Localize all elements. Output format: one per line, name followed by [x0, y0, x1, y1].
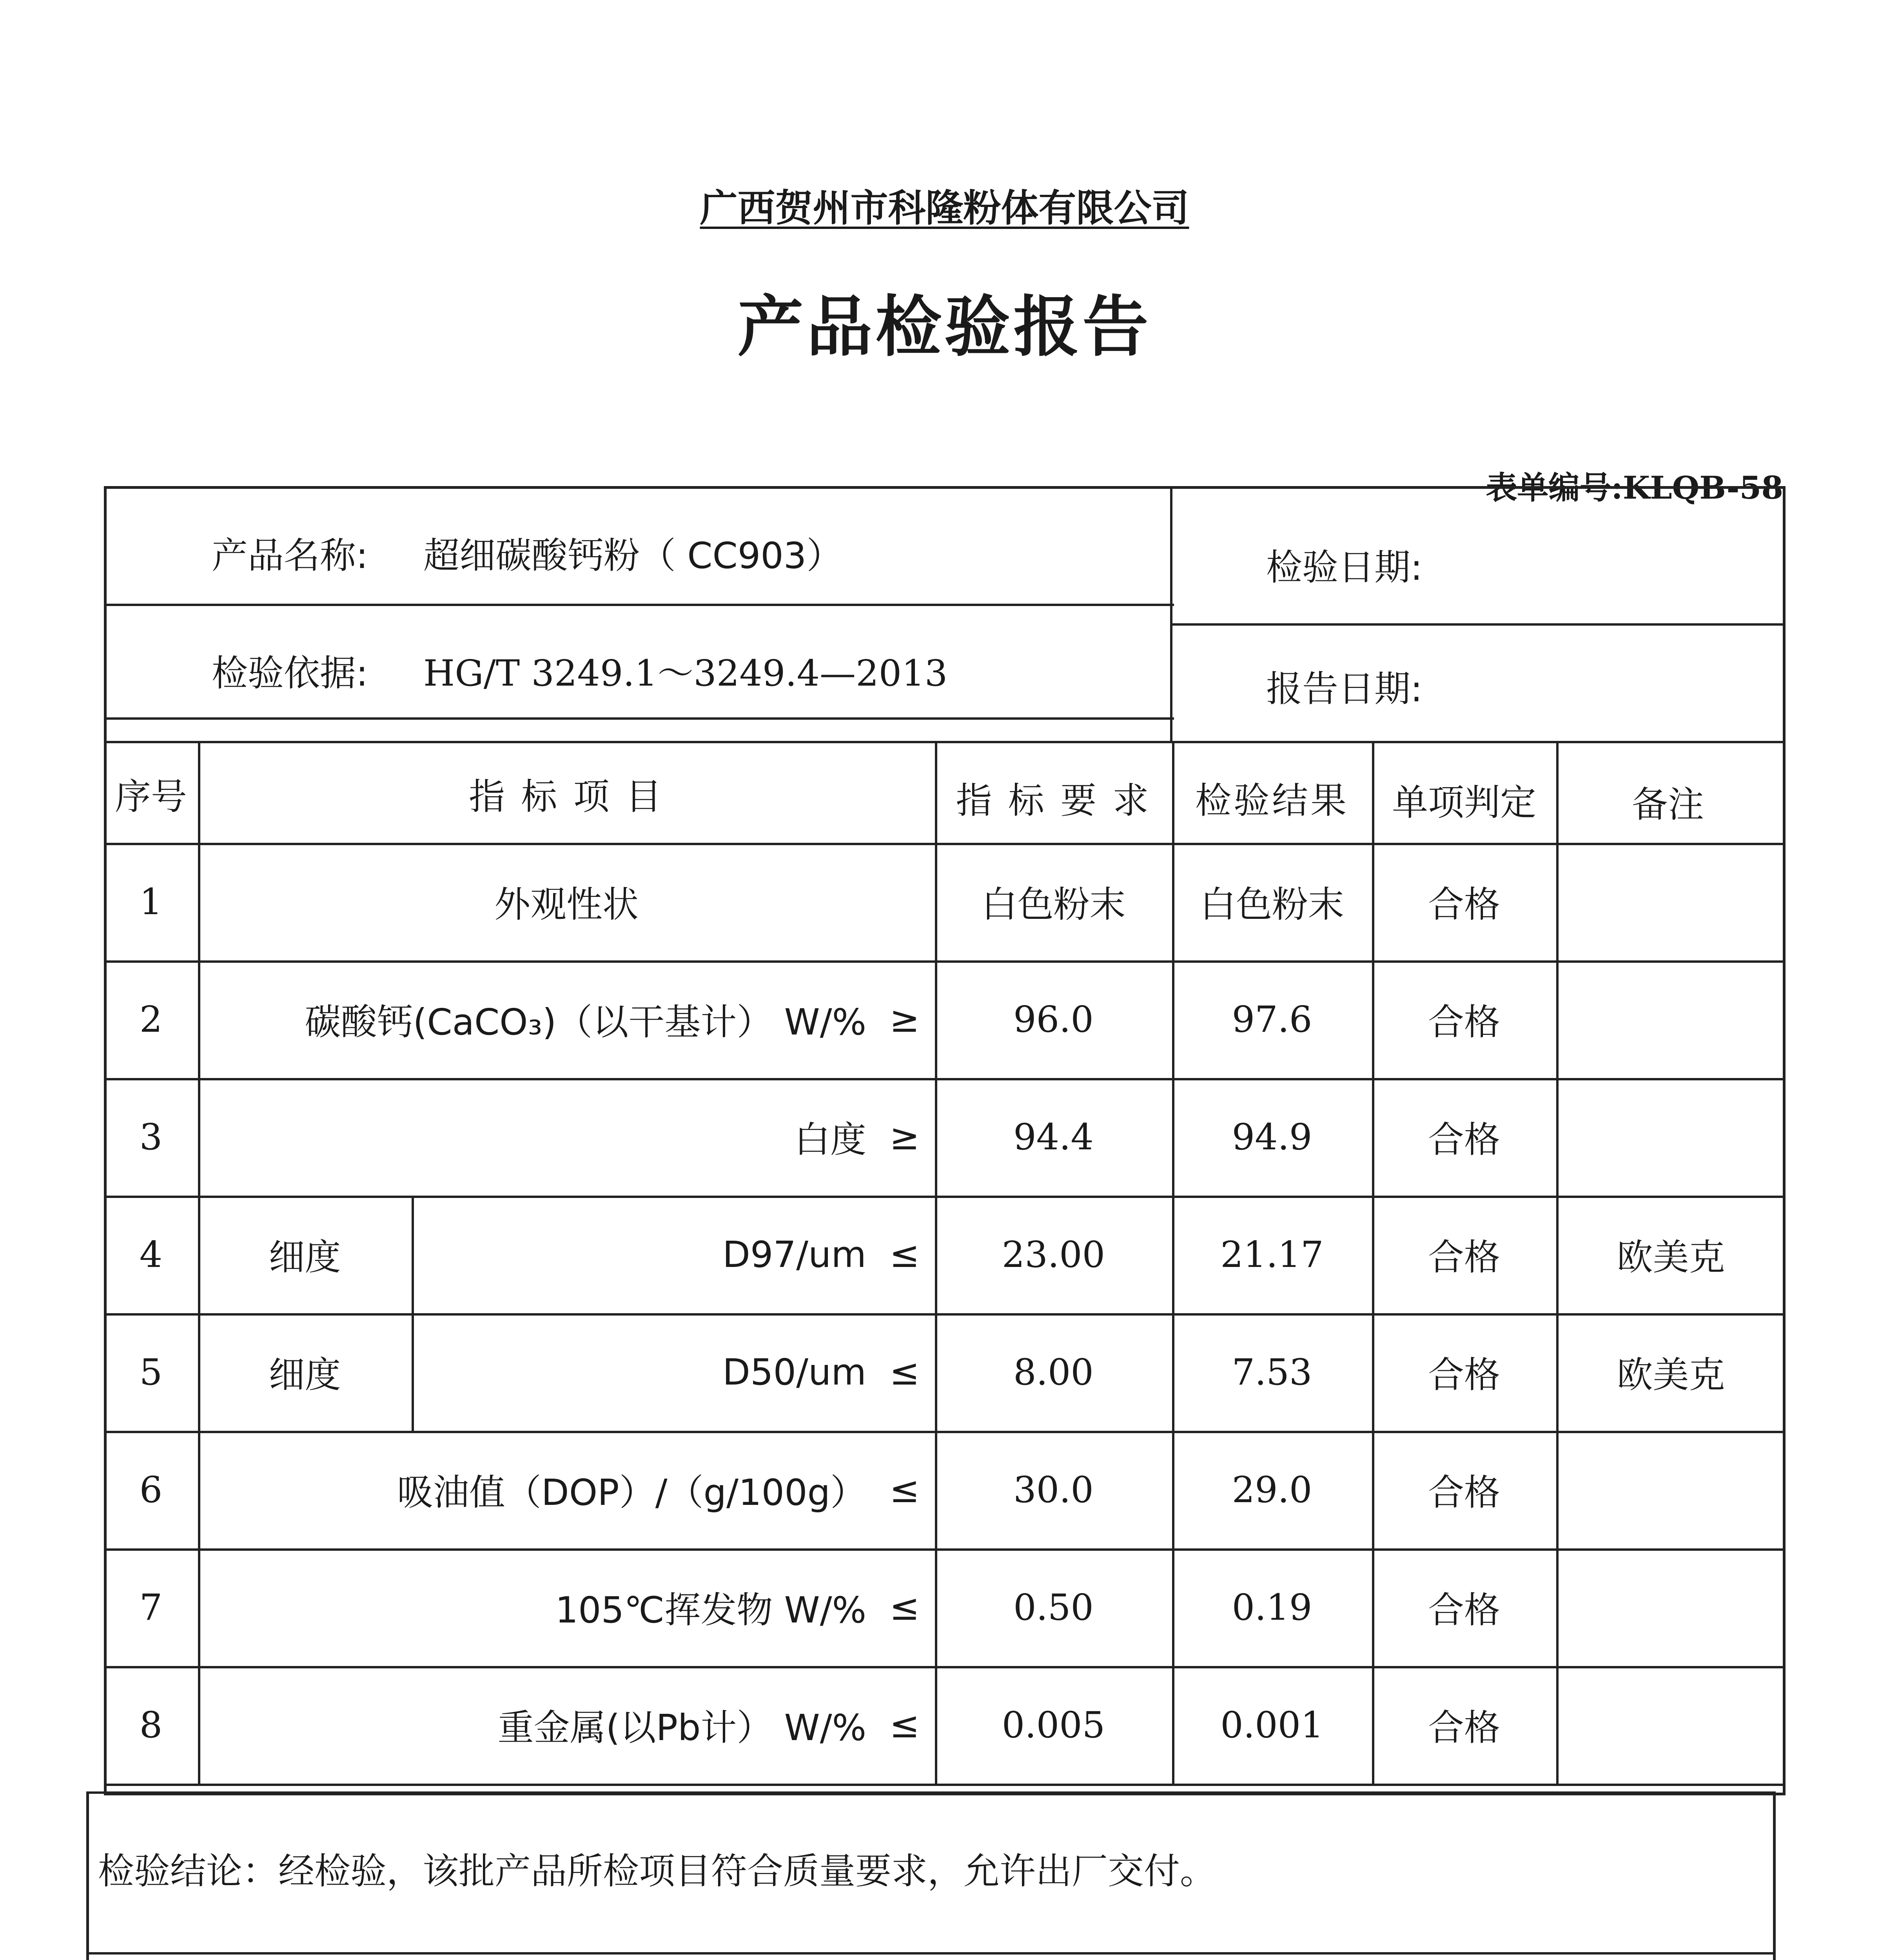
row-group: 细度 — [269, 1354, 341, 1396]
row-seq: 6 — [139, 1468, 163, 1511]
row-requirement: 0.50 — [1013, 1586, 1094, 1628]
divider — [1170, 486, 1172, 741]
row-operator: ≤ — [889, 1468, 920, 1511]
row-note — [1556, 1548, 1786, 1666]
row-seq: 7 — [139, 1586, 163, 1628]
row-judgement: 合格 — [1428, 1001, 1500, 1043]
row-judgement: 合格 — [1428, 1236, 1500, 1278]
row-judgement: 合格 — [1428, 1472, 1500, 1514]
row-result: 94.9 — [1232, 1116, 1312, 1158]
row-operator: ≥ — [889, 1116, 920, 1158]
row-seq: 5 — [139, 1351, 163, 1393]
row-group: 细度 — [269, 1236, 341, 1278]
row-result: 7.53 — [1232, 1351, 1312, 1393]
row-seq: 8 — [139, 1704, 163, 1746]
row-operator: ≤ — [889, 1233, 920, 1276]
row-requirement: 96.0 — [1013, 998, 1094, 1040]
divider — [1172, 623, 1786, 626]
divider — [104, 717, 1174, 720]
divider — [104, 604, 1174, 606]
row-item: 碳酸钙(CaCO₃)（以干基计） W/% — [305, 1001, 866, 1043]
row-judgement: 合格 — [1428, 1707, 1500, 1749]
row-seq: 3 — [139, 1116, 163, 1158]
divider — [86, 1952, 1776, 1955]
header-result: 检验结果 — [1195, 780, 1349, 822]
row-operator: ≤ — [889, 1704, 920, 1746]
row-note — [1556, 1666, 1786, 1784]
row-item: D50/um — [722, 1351, 866, 1393]
product-name-value: 超细碳酸钙粉（ CC903） — [423, 535, 843, 577]
row-requirement: 94.4 — [1013, 1116, 1094, 1158]
row-item: 吸油值（DOP）/（g/100g） — [397, 1472, 866, 1514]
company-name: 广西贺州市科隆粉体有限公司 — [700, 186, 1189, 230]
row-item: 白度 — [794, 1119, 866, 1161]
basis-label: 检验依据: — [212, 652, 368, 694]
row-judgement: 合格 — [1428, 1354, 1500, 1396]
form-number: 表单编号:KLQB-58 — [1486, 469, 1783, 506]
conclusion-text: 检验结论：经检验，该批产品所检项目符合质量要求，允许出厂交付。 — [98, 1850, 1216, 1892]
header-note: 备注 — [1631, 784, 1704, 826]
row-note — [1556, 1431, 1786, 1548]
row-note — [1556, 843, 1786, 960]
row-requirement: 30.0 — [1013, 1468, 1094, 1511]
report-title: 产品检验报告 — [737, 289, 1152, 365]
header-requirement: 指 标 要 求 — [956, 780, 1151, 822]
row-operator: ≤ — [889, 1351, 920, 1393]
row-requirement: 0.005 — [1002, 1704, 1105, 1746]
divider — [104, 741, 1786, 743]
row-seq: 1 — [139, 880, 163, 923]
header-judgement: 单项判定 — [1392, 782, 1536, 824]
row-judgement: 合格 — [1428, 1119, 1500, 1161]
row-note: 欧美克 — [1617, 1236, 1725, 1278]
row-note — [1556, 1078, 1786, 1196]
row-judgement: 合格 — [1428, 884, 1500, 926]
row-result: 0.19 — [1232, 1586, 1312, 1628]
basis-value: HG/T 3249.1～3249.4—2013 — [423, 652, 948, 694]
row-note — [1556, 960, 1786, 1078]
row-operator: ≤ — [889, 1586, 920, 1628]
product-name-label: 产品名称: — [212, 535, 368, 577]
row-requirement: 23.00 — [1002, 1233, 1105, 1276]
row-note: 欧美克 — [1617, 1354, 1725, 1396]
header-item: 指 标 项 目 — [469, 776, 664, 818]
report-date-label: 报告日期: — [1266, 668, 1423, 710]
row-seq: 2 — [139, 998, 163, 1040]
divider — [86, 1791, 1776, 1794]
row-item: D97/um — [722, 1233, 866, 1276]
row-item: 重金属(以Pb计） W/% — [497, 1707, 866, 1749]
row-result: 29.0 — [1232, 1468, 1312, 1511]
row-seq: 4 — [139, 1233, 163, 1276]
row-result: 白色粉末 — [1199, 884, 1344, 926]
header-seq: 序号 — [114, 776, 187, 818]
row-result: 97.6 — [1232, 998, 1312, 1040]
row-result: 21.17 — [1220, 1233, 1324, 1276]
inspection-date-label: 检验日期: — [1266, 546, 1423, 588]
row-operator: ≥ — [889, 998, 920, 1040]
row-requirement: 白色粉末 — [981, 884, 1126, 926]
row-item: 105℃挥发物 W/% — [555, 1589, 866, 1631]
row-judgement: 合格 — [1428, 1589, 1500, 1631]
row-requirement: 8.00 — [1013, 1351, 1094, 1393]
row-item: 外观性状 — [494, 884, 639, 926]
row-result: 0.001 — [1220, 1704, 1324, 1746]
divider — [104, 1784, 1786, 1786]
